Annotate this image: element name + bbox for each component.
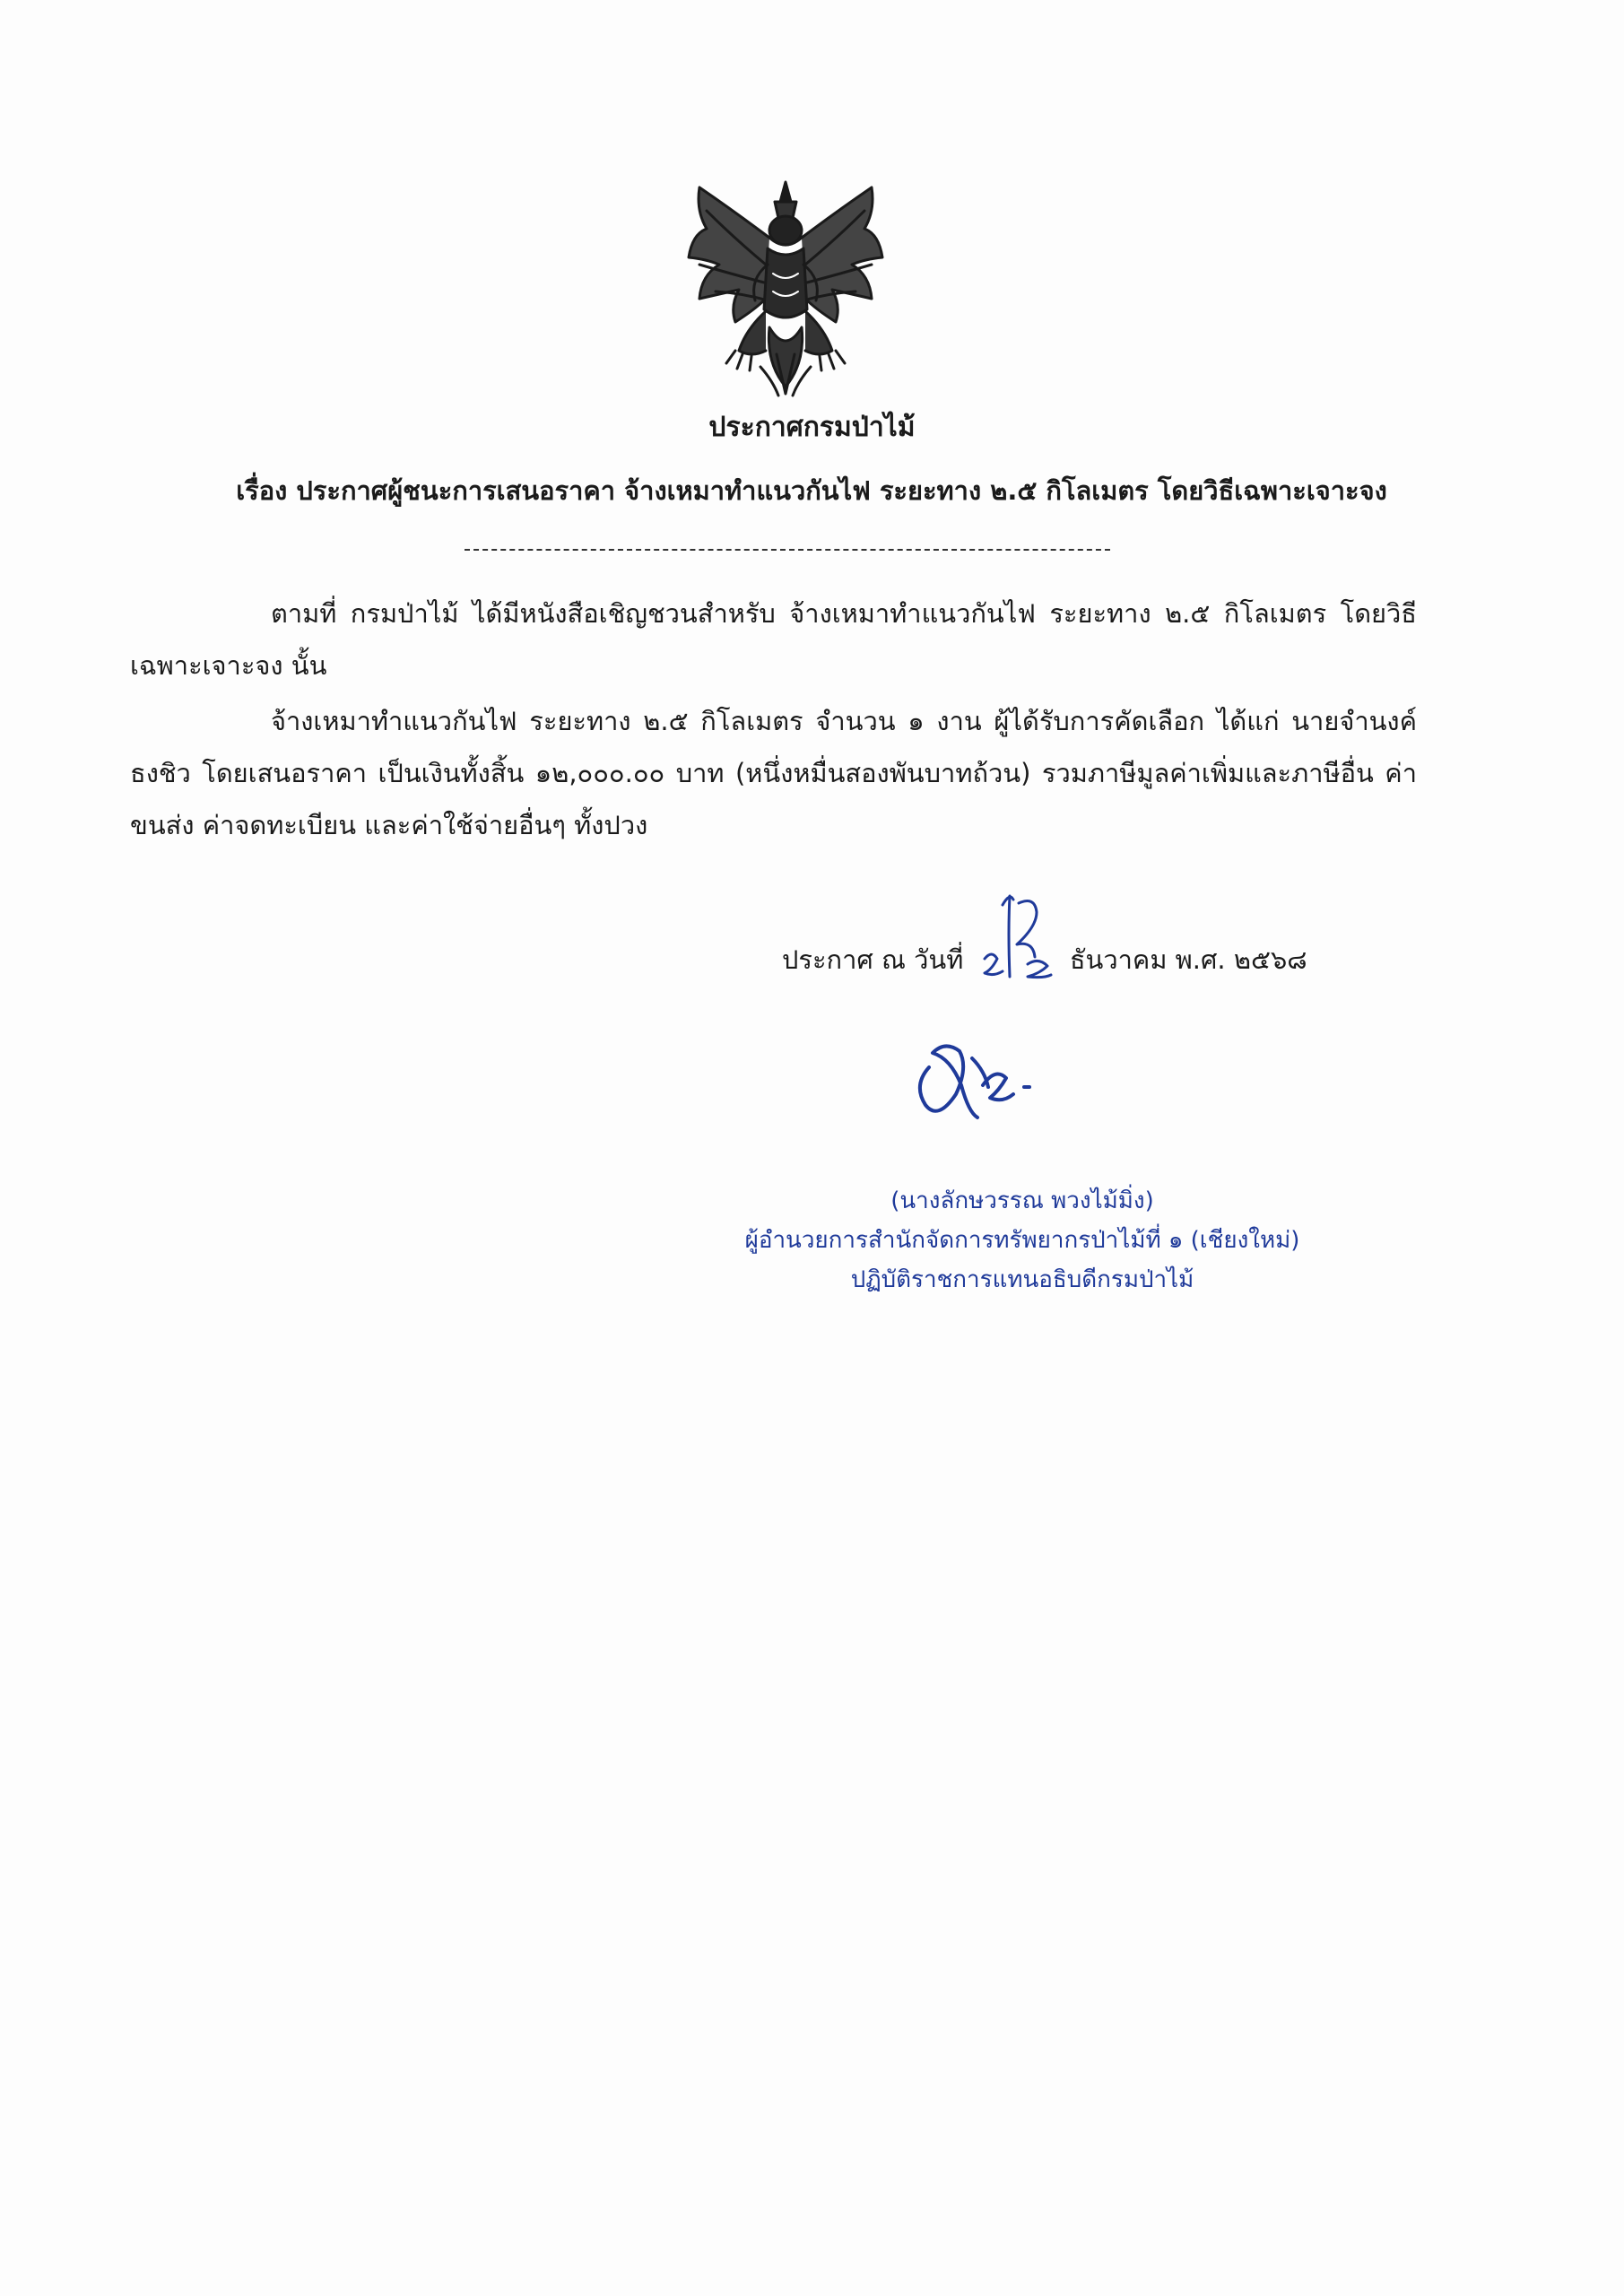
signer-name: (นางลักษวรรณ พวงไม้มิ่ง)	[890, 1187, 1154, 1214]
date-suffix: ธันวาคม พ.ศ. ๒๕๖๘	[1069, 944, 1307, 975]
subject-divider	[465, 549, 1110, 551]
signer-position: ผู้อำนวยการสำนักจัดการทรัพยากรป่าไม้ที่ ๑ (เชียงใหม่)	[744, 1227, 1300, 1254]
document-subject: เรื่อง ประกาศผู้ชนะการเสนอราคา จ้างเหมาทำแนวกันไฟ ระยะทาง ๒.๕ กิโลเมตร โดยวิธีเฉพาะเจาะจง	[236, 475, 1387, 506]
handwritten-day	[972, 939, 1062, 984]
paragraph-invitation: ตามที่ กรมป่าไม้ ได้มีหนังสือเชิญชวนสำหรับ จ้างเหมาทำแนวกันไฟ ระยะทาง ๒.๕ กิโลเมตร โดยวิธีเฉพาะเจาะจง นั้น	[130, 598, 1417, 681]
document-title: ประกาศกรมป่าไม้	[708, 412, 916, 443]
garuda-emblem-icon	[680, 175, 891, 399]
handwritten-day-icon	[972, 887, 1062, 990]
signer-acting-for: ปฏิบัติราชการแทนอธิบดีกรมป่าไม้	[850, 1266, 1194, 1293]
announcement-date	[782, 937, 1307, 982]
paragraph-award: จ้างเหมาทำแนวกันไฟ ระยะทาง ๒.๕ กิโลเมตร จำนวน ๑ งาน ผู้ได้รับการคัดเลือก ได้แก่ นายจำนงค์ ธงชิว โดยเสนอราคา เป็นเงินทั้งสิ้น ๑๒,๐๐๐.๐๐ บาท (หนึ่งหมื่นสองพันบาทถ้วน) รวมภาษีมูลค่าเพิ่มและภาษีอื่น ค่าขนส่ง ค่าจดทะเบียน และค่าใช้จ่ายอื่นๆ ทั้งปวง	[130, 706, 1417, 840]
date-prefix: ประกาศ ณ วันที่	[782, 944, 964, 975]
handwritten-signature-icon	[906, 1031, 1058, 1130]
